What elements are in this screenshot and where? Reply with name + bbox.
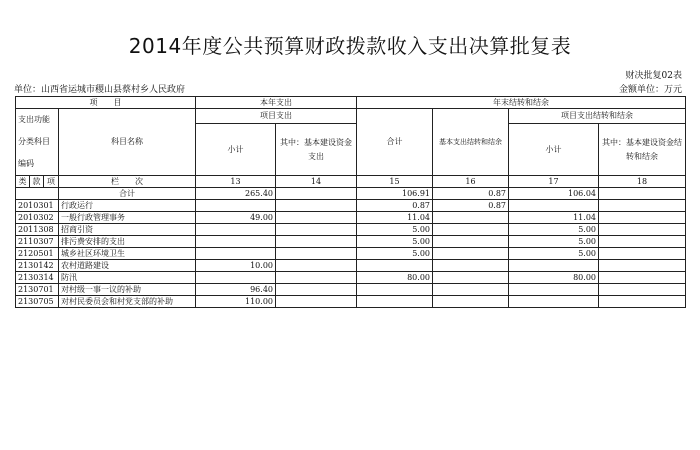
total-value <box>276 188 357 200</box>
row-value <box>433 260 509 272</box>
col-number: 18 <box>599 176 686 188</box>
row-code: 2130701 <box>16 284 59 296</box>
row-value <box>276 236 357 248</box>
row-code: 2110307 <box>16 236 59 248</box>
row-value: 10.00 <box>196 260 276 272</box>
header-subject-name: 科目名称 <box>59 109 196 176</box>
row-code: 2010302 <box>16 212 59 224</box>
col-number: 17 <box>509 176 599 188</box>
table-row <box>16 284 686 296</box>
row-value <box>357 296 433 308</box>
row-value <box>357 260 433 272</box>
row-subject-name: 防汛 <box>59 272 196 284</box>
row-value: 5.00 <box>509 248 599 260</box>
header-item: 项 目 <box>16 97 196 109</box>
row-value <box>196 272 276 284</box>
row-value: 0.87 <box>357 200 433 212</box>
total-value: 106.91 <box>357 188 433 200</box>
row-value <box>196 236 276 248</box>
row-value <box>599 284 686 296</box>
row-code: 2011308 <box>16 224 59 236</box>
row-value <box>433 236 509 248</box>
page-title: 2014年度公共预算财政拨款收入支出决算批复表 <box>128 34 572 58</box>
form-number: 财决批复02表 <box>625 71 682 81</box>
row-value <box>196 200 276 212</box>
row-value: 5.00 <box>357 248 433 260</box>
header-basic-construction-a: 其中：基本建设资金支出 <box>276 124 357 176</box>
row-value <box>509 200 599 212</box>
header-row-1 <box>16 97 686 109</box>
total-value <box>599 188 686 200</box>
row-value <box>276 212 357 224</box>
row-value: 5.00 <box>357 224 433 236</box>
row-value <box>196 248 276 260</box>
row-value <box>599 248 686 260</box>
header-basic-construction-b: 其中：基本建设资金结转和结余 <box>599 124 686 176</box>
header-subtotal-a: 小计 <box>196 124 276 176</box>
row-value: 11.04 <box>509 212 599 224</box>
row-value <box>599 272 686 284</box>
header-kuan: 款 <box>30 176 44 188</box>
row-value <box>599 200 686 212</box>
row-value <box>599 236 686 248</box>
header-subtotal-b: 小计 <box>509 124 599 176</box>
row-value <box>433 296 509 308</box>
row-value <box>433 248 509 260</box>
total-code-cell <box>16 188 59 200</box>
table-row <box>16 272 686 284</box>
row-subject-name: 行政运行 <box>59 200 196 212</box>
row-value <box>276 260 357 272</box>
row-value <box>509 284 599 296</box>
row-value: 110.00 <box>196 296 276 308</box>
row-value <box>433 212 509 224</box>
row-subject-name: 招商引资 <box>59 224 196 236</box>
header-lei: 类 <box>16 176 30 188</box>
header-year-end-balance: 年末结转和结余 <box>357 97 686 109</box>
row-value: 96.40 <box>196 284 276 296</box>
row-value <box>509 260 599 272</box>
unit-name: 单位：山西省运城市稷山县蔡村乡人民政府 <box>14 85 186 95</box>
table-row <box>16 260 686 272</box>
table-row <box>16 248 686 260</box>
table-row <box>16 212 686 224</box>
col-number: 14 <box>276 176 357 188</box>
row-subject-name: 对村民委员会和村党支部的补助 <box>59 296 196 308</box>
row-value <box>509 296 599 308</box>
header-function-code: 支出功能分类科目编码 <box>16 109 59 176</box>
row-subject-name: 排污费安排的支出 <box>59 236 196 248</box>
header-total: 合计 <box>357 109 433 176</box>
header-xiang: 项 <box>44 176 59 188</box>
row-value <box>433 272 509 284</box>
row-value: 49.00 <box>196 212 276 224</box>
total-label: 合计 <box>59 188 196 200</box>
row-value <box>599 212 686 224</box>
col-number: 16 <box>433 176 509 188</box>
row-value <box>599 260 686 272</box>
row-value: 11.04 <box>357 212 433 224</box>
col-number: 13 <box>196 176 276 188</box>
column-number-row <box>16 176 686 188</box>
row-value <box>433 224 509 236</box>
row-subject-name: 城乡社区环境卫生 <box>59 248 196 260</box>
header-lanci: 栏 次 <box>59 176 196 188</box>
row-value: 5.00 <box>509 224 599 236</box>
amount-unit: 金额单位：万元 <box>618 85 682 95</box>
row-value <box>276 224 357 236</box>
row-value <box>196 224 276 236</box>
row-value: 0.87 <box>433 200 509 212</box>
header-basic-year-end: 基本支出结转和结余 <box>433 109 509 176</box>
row-code: 2130142 <box>16 260 59 272</box>
row-value: 80.00 <box>357 272 433 284</box>
table-row <box>16 224 686 236</box>
table-row <box>16 296 686 308</box>
total-row <box>16 188 686 200</box>
row-code: 2120501 <box>16 248 59 260</box>
row-value <box>276 248 357 260</box>
row-value <box>276 200 357 212</box>
row-value: 80.00 <box>509 272 599 284</box>
row-code: 2130314 <box>16 272 59 284</box>
header-project-year-end: 项目支出结转和结余 <box>509 109 686 124</box>
budget-table <box>15 96 686 308</box>
row-value <box>276 272 357 284</box>
row-subject-name: 农村道路建设 <box>59 260 196 272</box>
header-current-year-expenditure: 本年支出 <box>196 97 357 109</box>
total-value: 265.40 <box>196 188 276 200</box>
row-code: 2130705 <box>16 296 59 308</box>
row-value <box>357 284 433 296</box>
row-value: 5.00 <box>357 236 433 248</box>
row-value <box>276 296 357 308</box>
row-value <box>276 284 357 296</box>
header-project-expenditure: 项目支出 <box>196 109 357 124</box>
row-subject-name: 对村级一事一议的补助 <box>59 284 196 296</box>
row-code: 2010301 <box>16 200 59 212</box>
col-number: 15 <box>357 176 433 188</box>
row-value <box>599 224 686 236</box>
total-value: 0.87 <box>433 188 509 200</box>
table-row <box>16 236 686 248</box>
row-value <box>599 296 686 308</box>
row-subject-name: 一般行政管理事务 <box>59 212 196 224</box>
row-value <box>433 284 509 296</box>
header-row-2 <box>16 109 686 124</box>
row-value: 5.00 <box>509 236 599 248</box>
table-row <box>16 200 686 212</box>
total-value: 106.04 <box>509 188 599 200</box>
